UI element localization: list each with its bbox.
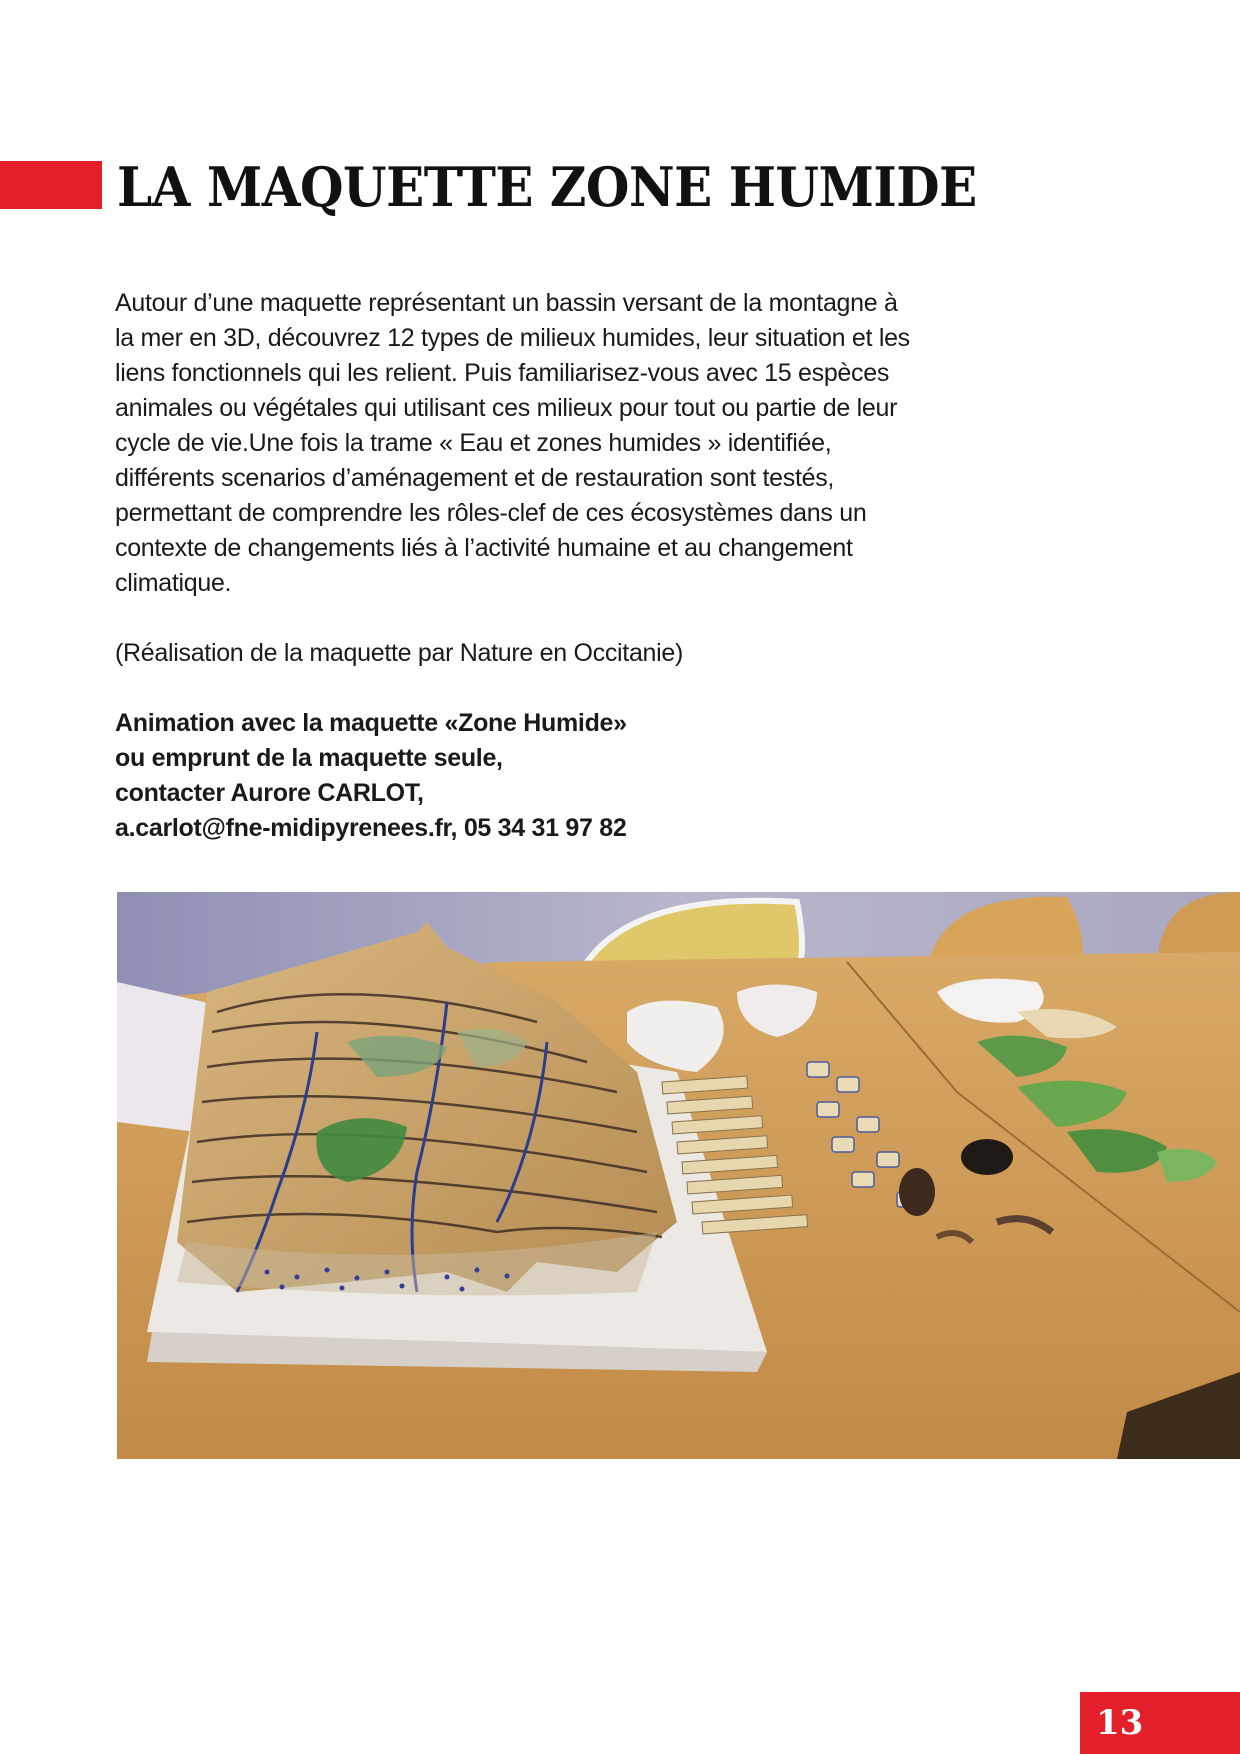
- contact-paragraph: [115, 706, 915, 846]
- contact-line-name: contacter Aurore CARLOT,: [115, 779, 424, 807]
- contact-line-email-phone: a.carlot@fne-midipyrenees.fr, 05 34 31 97 82: [115, 814, 627, 842]
- title-accent-bar: [0, 161, 102, 209]
- contact-line-loan: ou emprunt de la maquette seule,: [115, 744, 503, 772]
- maquette-photo: [117, 892, 1240, 1459]
- contact-line-animation: Animation avec la maquette «Zone Humide»: [115, 709, 627, 737]
- body-text-block: [115, 286, 915, 846]
- intro-paragraph: Autour d’une maquette représentant un bassin versant de la montagne à la mer en 3D, découvrez 12 types de milieux humides, leur situation et les liens fonctionnels qui les relient. Puis familiarisez-vous avec 15 espèces animales ou végétales qui utilisant ces milieux pour tout ou partie de leur cycle de vie.Une fois la trame « Eau et zones humides » identifiée, différents scenarios d’aménagement et de restauration sont testés, permettant de comprendre les rôles-clef de ces écosystèmes dans un contexte de changements liés à l’activité humaine et au changement climatique.: [115, 289, 910, 597]
- page-number-box: [1080, 1692, 1240, 1754]
- maquette-photo-illustration: [117, 892, 1240, 1459]
- page-title: LA MAQUETTE ZONE HUMIDE: [117, 155, 977, 220]
- page-number: 13: [1096, 1703, 1144, 1743]
- credit-paragraph: (Réalisation de la maquette par Nature en Occitanie): [115, 639, 684, 667]
